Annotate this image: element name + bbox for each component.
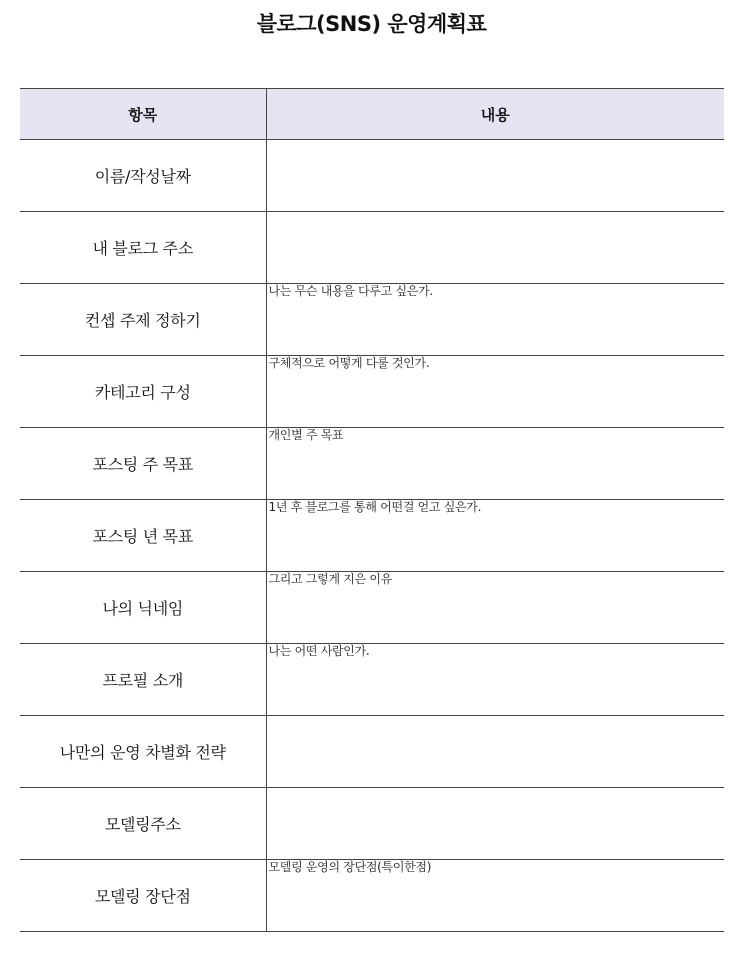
table-row: [20, 356, 724, 428]
row-hint: 나는 어떤 사람인가.: [268, 644, 370, 658]
row-content-cell[interactable]: [266, 356, 724, 428]
row-label: 모델링 장단점: [20, 860, 266, 932]
row-content-cell[interactable]: [266, 500, 724, 572]
page-title: 블로그(SNS) 운영계획표: [256, 12, 487, 36]
row-content-cell[interactable]: [266, 716, 724, 788]
table-row: [20, 428, 724, 500]
row-content-cell[interactable]: [266, 644, 724, 716]
row-label: 프로필 소개: [20, 644, 266, 716]
row-content-cell[interactable]: [266, 428, 724, 500]
row-label: 나의 닉네임: [20, 572, 266, 644]
row-hint: 나는 무슨 내용을 다루고 싶은가.: [268, 284, 433, 298]
row-content-cell[interactable]: [266, 140, 724, 212]
row-label: 나만의 운영 차별화 전략: [20, 716, 266, 788]
table-row: [20, 860, 724, 932]
row-hint: 그리고 그렇게 지은 이유: [268, 572, 392, 586]
row-hint: 구체적으로 어떻게 다룰 것인가.: [268, 356, 430, 370]
header-item: 항목: [20, 89, 266, 140]
row-content-cell[interactable]: [266, 212, 724, 284]
row-hint: 1년 후 블로그를 통해 어떤걸 얻고 싶은가.: [268, 500, 482, 514]
table-row: [20, 500, 724, 572]
table-row: [20, 788, 724, 860]
row-label: 모델링주소: [20, 788, 266, 860]
row-label: 포스팅 주 목표: [20, 428, 266, 500]
table-row: [20, 716, 724, 788]
table-row: [20, 212, 724, 284]
row-label: 컨셉 주제 정하기: [20, 284, 266, 356]
row-content-cell[interactable]: [266, 788, 724, 860]
row-label: 이름/작성날짜: [20, 140, 266, 212]
row-hint: 모델링 운영의 장단점(특이한점): [268, 860, 432, 874]
table-row: [20, 140, 724, 212]
row-label: 포스팅 년 목표: [20, 500, 266, 572]
row-content-cell[interactable]: [266, 572, 724, 644]
row-content-cell[interactable]: [266, 860, 724, 932]
table-row: [20, 644, 724, 716]
table-header-row: [20, 89, 724, 140]
plan-table: [20, 88, 724, 932]
table-row: [20, 572, 724, 644]
table-row: [20, 284, 724, 356]
row-label: 카테고리 구성: [20, 356, 266, 428]
row-hint: 개인별 주 목표: [268, 428, 344, 442]
row-content-cell[interactable]: [266, 284, 724, 356]
header-content: 내용: [266, 89, 724, 140]
row-label: 내 블로그 주소: [20, 212, 266, 284]
